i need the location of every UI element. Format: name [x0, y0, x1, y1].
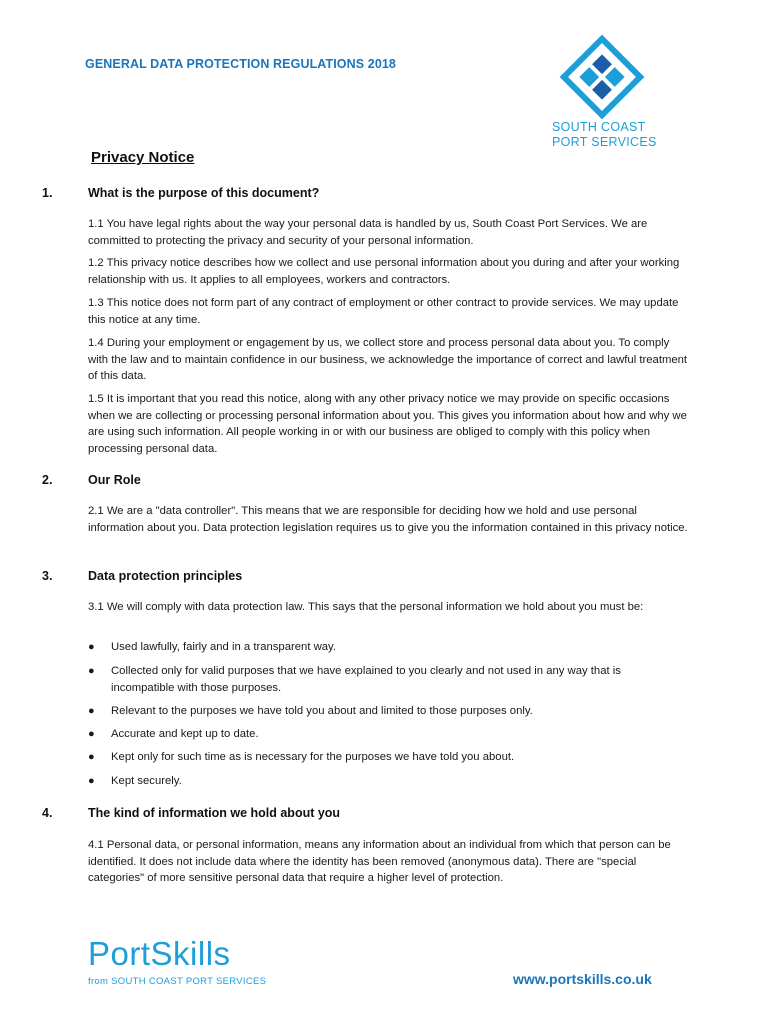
list-item-text: Accurate and kept up to date. — [111, 728, 259, 740]
section-title: Our Role — [88, 473, 141, 487]
paragraph: 1.3 This notice does not form part of any contract of employment or other contract to provide services. We may update this notice at any time. — [88, 297, 679, 326]
south-coast-logo — [527, 34, 677, 152]
paragraph: 1.1 You have legal rights about the way your personal data is handled by us, South Coast Port Services. We are committed to protecting the privacy and security of your personal information. — [88, 218, 648, 247]
list-item-text: Used lawfully, fairly and in a transparent way. — [111, 641, 336, 653]
list-item-text: Kept only for such time as is necessary for the purposes we have told you about. — [111, 751, 515, 763]
portskills-logo — [88, 936, 266, 987]
logo-text-line2: PORT SERVICES — [552, 135, 657, 149]
diamond-grid-logo-icon — [559, 34, 645, 120]
document-heading: Privacy Notice — [91, 149, 195, 166]
paragraph: 1.4 During your employment or engagement by us, we collect store and process personal data about you. To comply with the law and to maintain confidence in our business, we acknowledge the importance of correct and lawful treatment of this data. — [88, 337, 688, 382]
paragraph: 3.1 We will comply with data protection law. This says that the personal information we hold about you must be: — [88, 601, 644, 613]
section-number: 4. — [42, 806, 53, 820]
bullet-icon: ● — [88, 641, 95, 653]
paragraph: 1.2 This privacy notice describes how we collect and use personal information about you during and after your working relationship with us. It applies to all employees, workers and contractors. — [88, 257, 680, 286]
paragraph: 2.1 We are a "data controller". This means that we are responsible for deciding how we hold and use personal information about you. Data protection legislation requires us to give you the information contained in this privacy notice. — [88, 505, 688, 534]
list-item-text: Relevant to the purposes we have told you about and limited to those purposes only. — [111, 705, 533, 717]
section-number: 2. — [42, 473, 53, 487]
bullet-icon: ● — [88, 705, 95, 717]
section-title: What is the purpose of this document? — [88, 186, 320, 200]
section-number: 1. — [42, 186, 53, 200]
bullet-icon: ● — [88, 665, 95, 677]
footer-subtitle: from SOUTH COAST PORT SERVICES — [88, 976, 267, 987]
paragraph: 1.5 It is important that you read this notice, along with any other privacy notice we may provide on specific occasions when we are collecting or processing personal information about you. This gives you information about how and why we are using such information. All people working in or with our business are obliged to comply with this policy when processing personal data. — [88, 393, 687, 455]
bullet-icon: ● — [88, 728, 95, 740]
list-item-text: Kept securely. — [111, 775, 182, 787]
footer-brand: PortSkills — [88, 935, 231, 972]
section-title: The kind of information we hold about you — [88, 806, 341, 820]
section-number: 3. — [42, 569, 53, 583]
bullet-icon: ● — [88, 751, 95, 763]
section-title: Data protection principles — [88, 569, 243, 583]
bullet-icon: ● — [88, 775, 95, 787]
footer-url-link[interactable]: www.portskills.co.uk — [513, 971, 652, 987]
logo-text-line1: SOUTH COAST — [552, 120, 646, 134]
gdpr-title: GENERAL DATA PROTECTION REGULATIONS 2018 — [85, 57, 396, 71]
list-item-text: Collected only for valid purposes that we have explained to you clearly and not used in any way that is incompatible with those purposes. — [111, 665, 621, 694]
paragraph: 4.1 Personal data, or personal information, means any information about an individual from which that person can be identified. It does not include data where the identity has been removed (anonymous data). There are "special categories" of more sensitive personal data that require a higher level of protection. — [88, 839, 671, 884]
